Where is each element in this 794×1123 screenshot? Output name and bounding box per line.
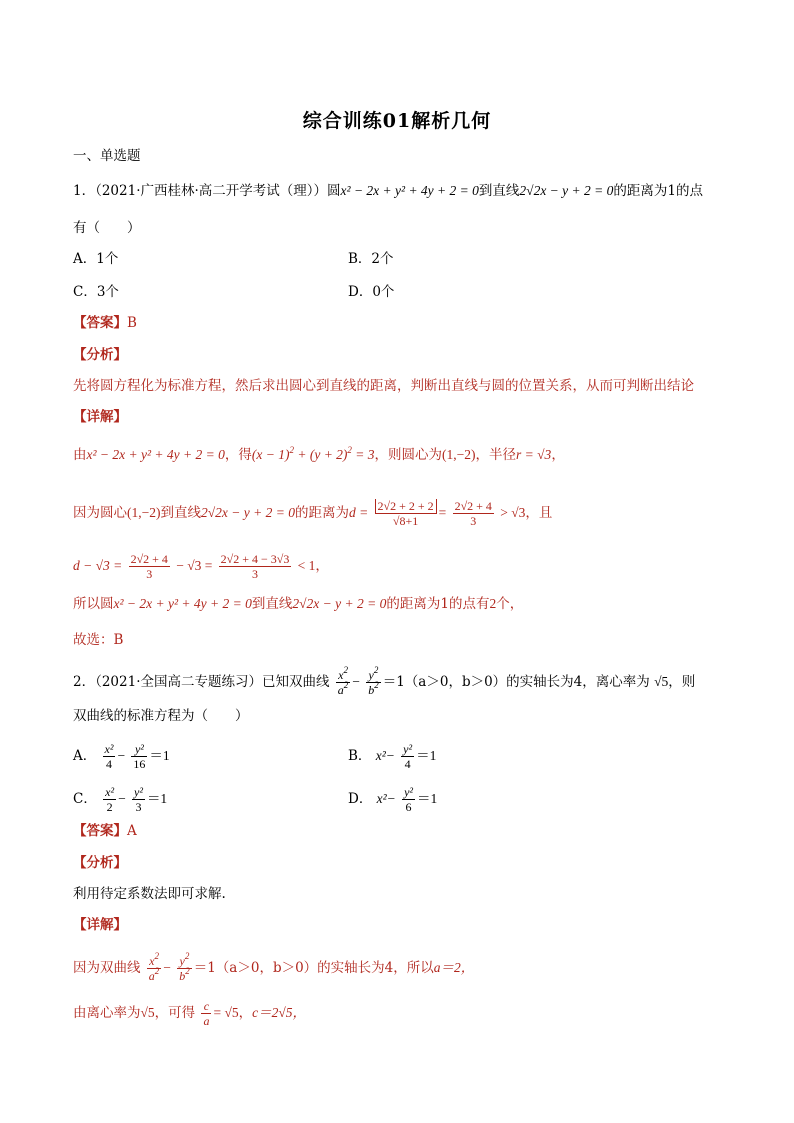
q1-detail-line2: 因为圆心(1,−2)到直线2√2x − y + 2 = 0的距离为d = $\frac{2√2 + 2 + 2}{√8+1}$ = $\frac{2√2 + 4}{3}$ > √3，且 bbox=[73, 499, 553, 528]
q2-detail-line2: 由离心率为√5，可得 $\frac{c}{a}$ = √5，c＝2√5， bbox=[73, 999, 307, 1028]
q2-analysis-label: 【分析】 bbox=[73, 855, 127, 871]
q1-analysis-label: 【分析】 bbox=[73, 347, 127, 363]
q1-detail-line4: 所以圆x² − 2x + y² + 4y + 2 = 0到直线2√2x − y + 2 = 0的距离为1的点有2个， bbox=[73, 596, 524, 612]
q1-diff-fraction-1: $\frac{2√2 + 4}{3}$ bbox=[130, 552, 168, 581]
q1-choose: 故选：B bbox=[73, 632, 124, 648]
q1-circle-equation: x² − 2x + y² + 4y + 2 = 0 bbox=[340, 183, 479, 198]
q2-option-b: B． x²− $\frac{\text{y²}}{4}$ ＝1 bbox=[348, 742, 437, 771]
q2-stem-line1: 2．（2021·全国高二专题练习）已知双曲线 $\frac{x^2}{a^2}$ − $\frac{y^2}{b^2}$ ＝1（a＞0，b＞0）的实轴长为4，离心率为 √5，则 bbox=[73, 665, 696, 697]
q1-detail-line1: 由x² − 2x + y² + 4y + 2 = 0，得$(x - 1)^2 + (y + 2)^2 = 3$，则圆心为(1,−2)，半径r = √3， bbox=[73, 445, 565, 463]
q2-option-a: A． $\frac{\text{x²}}{4}$ − $\frac{\text{y²}}{16}$ ＝1 bbox=[73, 742, 170, 771]
q1-option-d: D．0个 bbox=[348, 284, 395, 300]
q1-answer: 【答案】B bbox=[73, 315, 137, 331]
page-title: 综合训练01解析几何 bbox=[302, 110, 492, 132]
q2-stem-line2: 双曲线的标准方程为（ ） bbox=[73, 708, 249, 724]
q1-option-a: A．1个 bbox=[73, 251, 119, 267]
q2-option-d: D． x²− $\frac{\text{y²}}{6}$ ＝1 bbox=[348, 785, 438, 814]
q2-analysis-text: 利用待定系数法即可求解. bbox=[73, 886, 226, 902]
q1-distance-value: $\frac{2√2 + 4}{3}$ bbox=[454, 499, 492, 528]
q1-diff-fraction-2: $\frac{2√2 + 4 - 3√3}{3}$ bbox=[220, 552, 290, 581]
q1-distance-fraction: $\frac{2√2 + 2 + 2}{√8+1}$ bbox=[375, 499, 437, 528]
q1-option-c: C．3个 bbox=[73, 284, 119, 300]
q1-detail-line3: d − √3 = $\frac{2√2 + 4}{3}$ − √3 = $\frac{2√2 + 4 - 3√3}{3}$ < 1， bbox=[73, 552, 329, 581]
q2-answer: 【答案】A bbox=[73, 823, 137, 839]
q1-analysis-text: 先将圆方程化为标准方程，然后求出圆心到直线的距离，判断出直线与圆的位置关系，从而可判断出结论 bbox=[73, 378, 694, 394]
q1-stem-line1: 1．（2021·广西桂林·高二开学考试（理））圆x² − 2x + y² + 4y + 2 = 0到直线2√2x − y + 2 = 0的距离为1的点 bbox=[73, 183, 703, 199]
section-heading: 一、单选题 bbox=[73, 148, 141, 164]
q2-detail-label: 【详解】 bbox=[73, 917, 127, 933]
q1-stem-line2: 有（ ） bbox=[73, 220, 141, 236]
q1-detail-label: 【详解】 bbox=[73, 409, 127, 425]
q1-line-equation: 2√2x − y + 2 = 0 bbox=[519, 183, 614, 198]
q2-option-c: C． $\frac{\text{x²}}{2}$ − $\frac{\text{y²}}{3}$ ＝1 bbox=[73, 785, 168, 814]
q2-detail-line1: 因为双曲线 $\frac{x^2}{a^2}$ − $\frac{y^2}{b^2}$ ＝1（a＞0，b＞0）的实轴长为4，所以a＝2， bbox=[73, 951, 475, 983]
q1-option-b: B．2个 bbox=[348, 251, 394, 267]
